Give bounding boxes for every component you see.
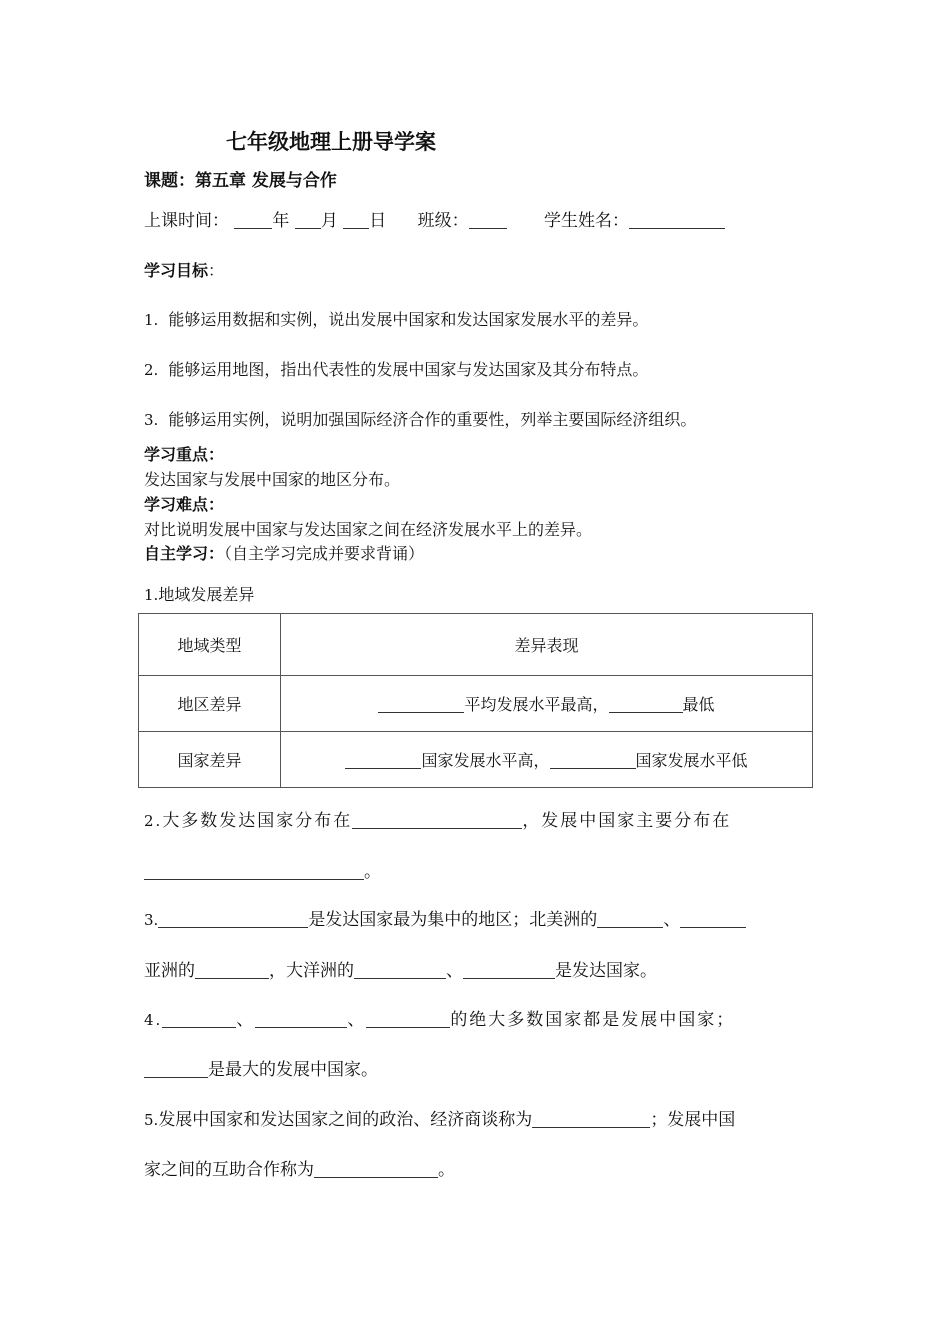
answer-blank[interactable]: [680, 911, 746, 928]
answer-blank[interactable]: [378, 696, 464, 713]
objective-item: 2. 能够运用地图，指出代表性的发展中国家与发达国家及其分布特点。: [144, 360, 649, 379]
objective-item: 1. 能够运用数据和实例，说出发展中国家和发达国家发展水平的差异。: [144, 310, 649, 329]
q4-line2: 是最大的发展中国家。: [144, 1055, 378, 1080]
year-label: 年: [272, 211, 290, 231]
answer-blank[interactable]: [314, 1161, 438, 1178]
answer-blank[interactable]: [609, 696, 683, 713]
month-label: 月: [320, 211, 338, 231]
answer-blank[interactable]: [158, 911, 308, 928]
q5-line2: 家之间的互助合作称为 。: [144, 1160, 455, 1180]
answer-blank[interactable]: [597, 911, 663, 928]
objectives-heading: 学习目标：: [144, 261, 225, 280]
table-header-cell: 地域类型: [139, 614, 281, 676]
table-cell-type: 国家差异: [139, 732, 281, 788]
table-cell-content: 平均发展水平最高， 最低: [281, 676, 813, 732]
q4-line1: 4. 、 、 的绝大多数国家都是发展中国家；: [144, 1010, 736, 1030]
answer-blank[interactable]: [162, 1011, 236, 1028]
table-cell-type: 地区差异: [139, 676, 281, 732]
q2-line1: 2.大多数发达国家分布在 ，发展中国家主要分布在: [144, 811, 732, 831]
table-header-row: [139, 614, 813, 676]
answer-blank[interactable]: [345, 752, 421, 769]
answer-blank[interactable]: [144, 863, 364, 880]
difference-table: [138, 613, 813, 788]
answer-blank[interactable]: [463, 962, 555, 979]
lesson-topic: 课题：第五章 发展与合作: [144, 171, 337, 191]
name-blank[interactable]: [629, 212, 725, 229]
answer-blank[interactable]: [144, 1061, 208, 1078]
table-row: [139, 676, 813, 732]
answer-blank[interactable]: [195, 962, 269, 979]
class-blank[interactable]: [469, 212, 507, 229]
objective-item: 3. 能够运用实例，说明加强国际经济合作的重要性，列举主要国际经济组织。: [144, 410, 697, 429]
answer-blank[interactable]: [354, 962, 446, 979]
year-blank[interactable]: [234, 212, 272, 229]
table-header-cell: 差异表现: [281, 614, 813, 676]
document-title: 七年级地理上册导学案: [226, 130, 436, 154]
answer-blank[interactable]: [255, 1011, 347, 1028]
month-blank[interactable]: [295, 212, 321, 229]
answer-blank[interactable]: [550, 752, 636, 769]
name-label: 学生姓名：: [544, 211, 630, 231]
self-study-heading: 自主学习：（自主学习完成并要求背诵）: [144, 544, 425, 563]
difficulty-heading: 学习难点：: [144, 495, 225, 514]
q2-line2: 。: [144, 857, 381, 882]
day-blank[interactable]: [343, 212, 369, 229]
key-point-text: 发达国家与发展中国家的地区分布。: [144, 470, 401, 489]
q3-line2: 亚洲的 ，大洋洲的 、 是发达国家。: [144, 961, 657, 981]
day-label: 日: [369, 211, 387, 231]
time-label: 上课时间：: [144, 211, 229, 231]
key-point-heading: 学习重点：: [144, 445, 225, 464]
class-label: 班级：: [417, 211, 469, 231]
q5-line1: 5.发展中国家和发达国家之间的政治、经济商谈称为 ；发展中国: [144, 1110, 736, 1130]
q3-line1: 3. 是发达国家最为集中的地区；北美洲的 、: [144, 905, 746, 930]
table-row: [139, 732, 813, 788]
table-cell-content: 国家发展水平高， 国家发展水平低: [281, 732, 813, 788]
q1-title: 1.地域发展差异: [144, 585, 255, 604]
answer-blank[interactable]: [366, 1011, 450, 1028]
difficulty-text: 对比说明发展中国家与发达国家之间在经济发展水平上的差异。: [144, 520, 593, 539]
lesson-info-line: [144, 206, 725, 231]
answer-blank[interactable]: [352, 812, 522, 829]
answer-blank[interactable]: [532, 1111, 650, 1128]
